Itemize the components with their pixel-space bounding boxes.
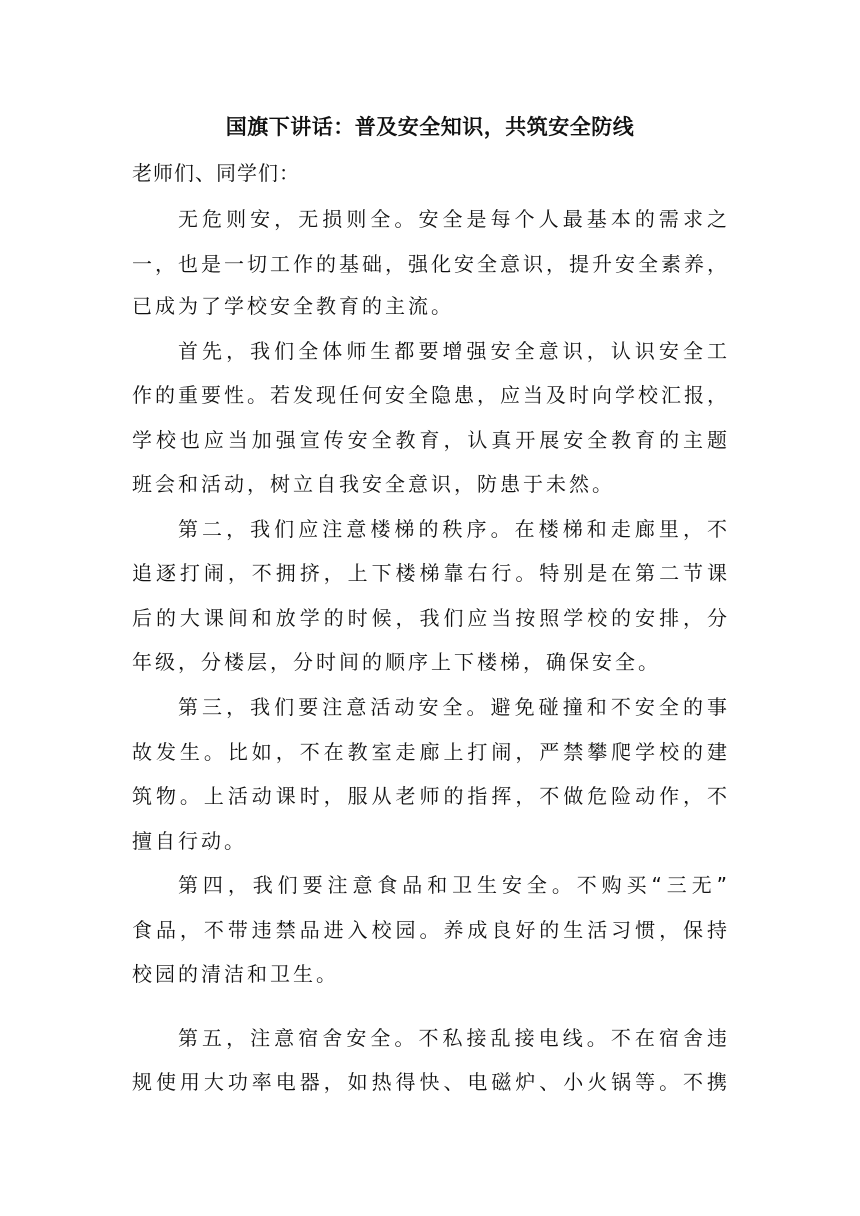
paragraph-line: 食品，不带违禁品进入校园。养成良好的生活习惯，保持 — [132, 918, 727, 942]
document-title: 国旗下讲话：普及安全知识，共筑安全防线 — [225, 115, 635, 139]
paragraph-line: 规使用大功率电器，如热得快、电磁炉、小火锅等。不携 — [132, 1070, 727, 1094]
paragraph-line: 第二，我们应注意楼梯的秩序。在楼梯和走廊里，不 — [178, 517, 727, 541]
paragraph-line: 筑物。上活动课时，服从老师的指挥，不做危险动作，不 — [132, 784, 727, 808]
paragraph-line: 故发生。比如，不在教室走廊上打闹，严禁攀爬学校的建 — [132, 740, 727, 764]
paragraph-line: 追逐打闹，不拥挤，上下楼梯靠右行。特别是在第二节课 — [132, 561, 727, 585]
paragraph-line: 校园的清洁和卫生。 — [132, 962, 339, 986]
paragraph-line: 一，也是一切工作的基础，强化安全意识，提升安全素养， — [132, 252, 727, 276]
paragraph-line: 年级，分楼层，分时间的顺序上下楼梯，确保安全。 — [132, 650, 661, 674]
paragraph-line: 第四，我们要注意食品和卫生安全。不购买“三无” — [178, 873, 727, 897]
paragraph-line: 第三，我们要注意活动安全。避免碰撞和不安全的事 — [178, 695, 727, 719]
paragraph-line: 首先，我们全体师生都要增强安全意识，认识安全工 — [178, 339, 727, 363]
greeting: 老师们、同学们： — [132, 161, 300, 185]
paragraph-line: 已成为了学校安全教育的主流。 — [132, 294, 454, 318]
paragraph-line: 学校也应当加强宣传安全教育，认真开展安全教育的主题 — [132, 428, 727, 452]
paragraph-line: 第五，注意宿舍安全。不私接乱接电线。不在宿舍违 — [178, 1026, 727, 1050]
paragraph-line: 作的重要性。若发现任何安全隐患，应当及时向学校汇报， — [132, 383, 727, 407]
paragraph-line: 擅自行动。 — [132, 829, 247, 853]
paragraph-line: 后的大课间和放学的时候，我们应当按照学校的安排，分 — [132, 606, 727, 630]
paragraph-line: 无危则安，无损则全。安全是每个人最基本的需求之 — [178, 207, 727, 231]
paragraph-line: 班会和活动，树立自我安全意识，防患于未然。 — [132, 472, 615, 496]
